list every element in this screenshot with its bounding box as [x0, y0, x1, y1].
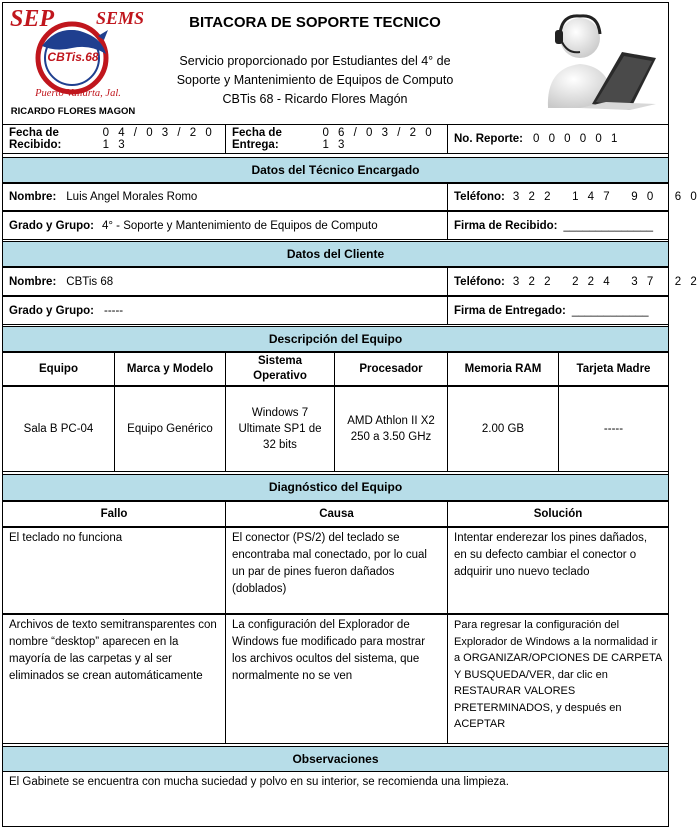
technician-signature-line: ______________ — [563, 219, 654, 232]
received-date-cell — [3, 125, 225, 153]
school-logo — [8, 6, 145, 118]
diagnosis-row-2-causa: La configuración del Explorador de Windows fue modificado para mostrar los archivos ocultos del sistema, que normalmente no se ven — [232, 619, 426, 682]
equipment-value-processor: AMD Athlon II X2 250 a 3.50 GHz — [347, 415, 435, 443]
received-date-label: Fecha de Recibido: — [9, 127, 62, 151]
technician-signature-cell — [448, 212, 668, 239]
technician-name-value: Luis Angel Morales Romo — [66, 191, 198, 203]
client-signature-label: Firma de Entregado: — [454, 304, 566, 317]
diagnosis-section-title: Diagnóstico del Equipo — [2, 474, 669, 501]
client-phone-value: 3 2 2 2 2 4 3 7 2 2 — [512, 275, 700, 288]
client-section-title: Datos del Cliente — [2, 241, 669, 267]
technician-section-title: Datos del Técnico Encargado — [2, 157, 669, 183]
logo-caption: RICARDO FLORES MAGON — [10, 106, 136, 117]
technician-signature-label: Firma de Recibido: — [454, 219, 558, 232]
equipment-header-processor: Procesador — [359, 363, 423, 375]
observations-text: El Gabinete se encuentra con mucha suciedad y polvo en su interior, se recomienda una limpieza. — [9, 776, 509, 788]
logo-school-name: CBTis.68 — [47, 50, 99, 64]
diagnosis-row-2-fallo: Archivos de texto semitransparentes con nombre “desktop” aparecen en la mayoría de las carpetas y al ser eliminados se crean automáticamente — [9, 619, 217, 682]
technician-name-cell — [3, 184, 447, 210]
report-number-label: No. Reporte: — [454, 133, 523, 145]
client-name-label: Nombre: — [9, 275, 57, 288]
client-grade-label: Grado y Grupo: — [9, 304, 94, 317]
diagnosis-row-1-fallo: El teclado no funciona — [9, 532, 123, 544]
client-grade-cell — [3, 297, 447, 324]
page-title: BITACORA DE SOPORTE TECNICO — [189, 14, 441, 31]
technician-grade-value: 4° - Soporte y Mantenimiento de Equipos de Computo — [101, 219, 378, 232]
technician-grade-label: Grado y Grupo: — [9, 219, 94, 232]
equipment-value-os: Windows 7 Ultimate SP1 de 32 bits — [238, 407, 322, 451]
observations-section-title: Observaciones — [2, 746, 669, 772]
technician-grade-cell — [3, 212, 447, 239]
equipment-header-equipo: Equipo — [39, 363, 78, 375]
technician-phone-label: Teléfono: — [454, 191, 505, 203]
client-phone-cell — [448, 268, 700, 295]
subtitle-line-3: CBTis 68 - Ricardo Flores Magón — [222, 92, 408, 106]
diagnosis-row-1-solucion: Intentar enderezar los pines dañados, en su defecto cambiar el conector o adquirir uno nuevo teclado — [454, 532, 648, 578]
report-number-cell — [448, 125, 668, 153]
client-grade-value: ----- — [103, 304, 124, 317]
equipment-value-motherboard: ----- — [603, 423, 624, 435]
logo-sep-text: SEP — [10, 6, 55, 32]
diagnosis-row-1-causa: El conector (PS/2) del teclado se encontraba mal conectado, por lo cual un par de pines fueron dañados (doblados) — [232, 532, 427, 595]
equipment-header-ram: Memoria RAM — [464, 363, 542, 375]
equipment-value-brand-model: Equipo Genérico — [127, 423, 213, 435]
equipment-header-os: Sistema Operativo — [253, 355, 307, 382]
client-signature-line: ____________ — [571, 304, 649, 317]
logo-city-text: Puerto Vallarta, Jal. — [35, 88, 121, 99]
delivery-date-cell — [226, 125, 447, 153]
logo-sems-text: SEMS — [96, 8, 145, 28]
client-signature-cell — [448, 297, 668, 324]
equipment-value-ram: 2.00 GB — [481, 423, 525, 435]
technician-phone-value: 3 2 2 1 4 7 9 0 6 0 — [512, 191, 700, 203]
equipment-section-title: Descripción del Equipo — [2, 326, 669, 352]
technician-phone-cell — [448, 184, 700, 210]
client-name-value: CBTis 68 — [66, 275, 114, 288]
diagnosis-row-2-solucion: Para regresar la configuración del Explorador de Windows a la normalidad ir a ORGANIZAR/OPCIONES DE CARPETA Y BUSQUEDA/VER, dar clic en RESTAURAR VALORES PRETERMINADOS, y después en ACEPTAR — [454, 619, 662, 730]
client-name-cell — [3, 268, 447, 295]
report-number-value: 0 0 0 0 0 1 — [533, 133, 621, 145]
received-date-value: 0 4 / 0 3 / 2 0 1 3 — [102, 127, 215, 151]
person-with-laptop-and-headset-icon — [540, 8, 658, 120]
subtitle-line-2: Soporte y Mantenimiento de Equipos de Computo — [176, 73, 454, 87]
diagnosis-header-fallo: Fallo — [100, 508, 128, 520]
delivery-date-label: Fecha de Entrega: — [232, 127, 282, 151]
delivery-date-value: 0 6 / 0 3 / 2 0 1 3 — [322, 127, 435, 151]
diagnosis-header-solucion: Solución — [533, 508, 583, 520]
technician-name-label: Nombre: — [9, 191, 57, 203]
client-phone-label: Teléfono: — [454, 275, 505, 288]
equipment-value-equipo: Sala B PC-04 — [23, 423, 94, 435]
equipment-header-brand-model: Marca y Modelo — [126, 363, 214, 375]
diagnosis-header-causa: Causa — [319, 508, 354, 520]
subtitle-line-1: Servicio proporcionado por Estudiantes del 4° de — [179, 54, 451, 68]
equipment-header-motherboard: Tarjeta Madre — [576, 363, 651, 375]
